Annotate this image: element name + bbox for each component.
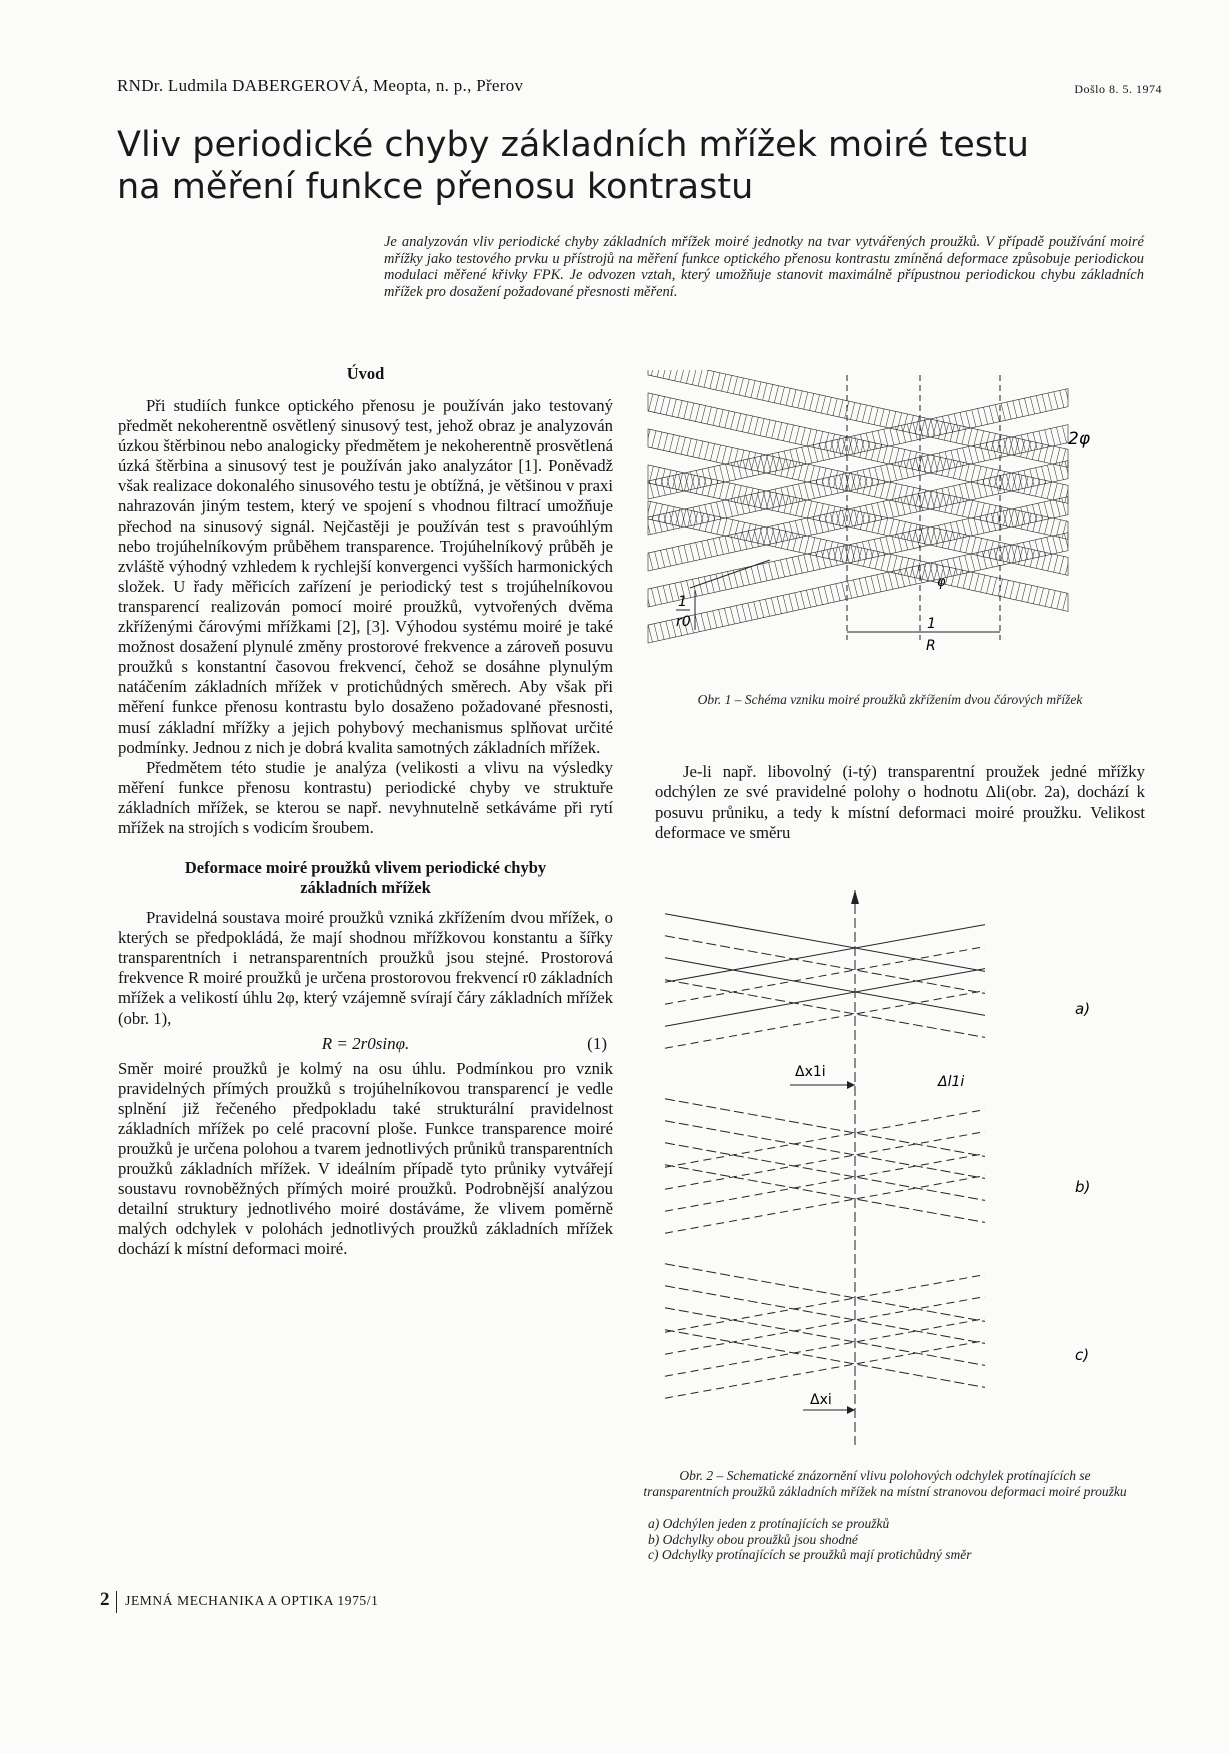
fig2-grating-line xyxy=(665,1154,985,1212)
fig1-label-1R-num: 1 xyxy=(927,616,936,632)
footer xyxy=(100,1589,378,1613)
fig2-grating-line xyxy=(665,936,985,994)
fig2-label-dl1: Δl1i xyxy=(938,1074,965,1090)
page-number: 2 xyxy=(100,1589,111,1610)
fig2-grating-line xyxy=(665,1341,985,1399)
figure-2-deformation-diagram xyxy=(655,890,1115,1450)
fig2-grating-line xyxy=(665,914,985,972)
fig2-grating-line xyxy=(665,1319,985,1377)
section-heading: Deformace moiré proužků vlivem periodické chyby základních mřížek xyxy=(184,858,547,898)
fig2-grating-line xyxy=(665,1264,985,1322)
footer-divider xyxy=(116,1591,117,1613)
author-line: RNDr. Ludmila DABERGEROVÁ, Meopta, n. p., Přerov xyxy=(117,76,524,95)
fig1-label-1-num: 1 xyxy=(678,594,687,610)
equation: R = 2r0sinφ. xyxy=(321,1033,410,1053)
intro-heading: Úvod xyxy=(346,364,385,383)
fig1-label-R: R xyxy=(926,638,936,654)
fig2-grating-line xyxy=(665,947,985,1005)
figure-1-caption: Obr. 1 – Schéma vzniku moiré proužků zkřížením dvou čárových mřížek xyxy=(697,692,1083,707)
figure-1-moire-diagram xyxy=(640,370,1140,670)
right-column-text xyxy=(655,762,1145,843)
intro-paragraph-2: Předmětem této studie je analýza (velikosti a vlivu na výsledky měření funkce přenosu kontrastu) periodické chyby ve struktuře základních mřížek, se kterou se např. nevyhnutelně setkáváme při rytí mřížek na strojích s vodicím šroubem. xyxy=(118,757,613,837)
figure-2-item-a: a) Odchýlen jeden z protínajících se proužků xyxy=(648,1516,890,1531)
fig2-grating-line xyxy=(665,1143,985,1201)
fig1-label-2phi: 2φ xyxy=(1068,429,1091,449)
right-paragraph: Je-li např. libovolný (i-tý) transparentní proužek jedné mřížky odchýlen ze své pravidelné polohy o hodnotu Δli(obr. 2a), dochází k posuvu průniku, a tedy k místní deformaci moiré proužku. Velikost deformace ve směru xyxy=(655,762,1145,842)
abstract: Je analyzován vliv periodické chyby základních mřížek moiré jednotky na tvar vytvářených proužků. V případě používání moiré mřížky jako testového prvku u přístrojů na měření funkce optického přenosu kontrastu zmíněná deformace způsobuje periodickou modulaci měřené křivky FPK. Je odvozen vztah, který umožňuje stanovit maximálně přípustnou periodickou chybu základních mřížek pro dosažení požadované přesnosti měření. xyxy=(384,234,1144,300)
equation-row xyxy=(118,1029,613,1059)
fig2-grating-line xyxy=(665,1275,985,1333)
title-line-1: Vliv periodické chyby základních mřížek moiré testu xyxy=(117,125,1029,165)
section-paragraph-2: Směr moiré proužků je kolmý na osu úhlu. Podmínkou pro vznik pravidelných přímých proužků s trojúhelníkovou transparencí je vedle splnění již řečeného předpokladu také strukturální pravidelnost základních mřížek po celé pracovní ploše. Funkce transparence moiré proužků je určena polohou a tvarem jednotlivých průniků transparentních proužků základních mřížek. V ideálním případě tyto průniky vytvářejí soustavu rovnoběžných přímých moiré proužků. Podrobnější analýzou detailní struktury jednotlivého moiré dostáváme, že vlivem poměrně malých odchylek v polohách jednotlivých proužků základních mřížek dochází k místní deformaci moiré. xyxy=(118,1058,613,1259)
received-date: Došlo 8. 5. 1974 xyxy=(1074,82,1162,96)
title-line-2: na měření funkce přenosu kontrastu xyxy=(117,167,754,207)
fig2-grating-line xyxy=(665,1286,985,1344)
fig2-grating-line xyxy=(665,1330,985,1388)
fig2-label-dxi: Δxi xyxy=(810,1392,832,1408)
article-title xyxy=(117,124,1077,208)
figure-2-item-b: b) Odchylky obou proužků jsou shodné xyxy=(648,1531,858,1547)
figure-2-caption-list xyxy=(648,1516,1138,1563)
fig2-label-dx1: Δx1i xyxy=(795,1064,826,1080)
journal-name: JEMNÁ MECHANIKA A OPTIKA 1975/1 xyxy=(125,1593,379,1608)
fig2-grating-line xyxy=(665,1121,985,1179)
fig2-grating-line xyxy=(665,1132,985,1190)
equation-number: (1) xyxy=(587,1033,607,1053)
figure-2-item-c: c) Odchylky protínajících se proužků mají protichůdný směr xyxy=(648,1547,972,1562)
fig2-label-b: b) xyxy=(1075,1178,1091,1196)
section-paragraph-1: Pravidelná soustava moiré proužků vzniká zkřížením dvou mřížek, o kterých se předpokládá, že mají shodnou mřížkovou konstantu a šířky transparentních i netransparentních proužků jsou stejné. Prostorová frekvence R moiré proužků je určena prostorovou frekvencí r0 základních mřížek a velikostí úhlu 2φ, který vzájemně svírají čáry základních mřížek (obr. 1), xyxy=(118,908,613,1028)
fig1-label-r0: r0 xyxy=(676,614,691,630)
figure-2-caption-title: Obr. 2 – Schematické znázornění vlivu polohových odchylek protínajících se transparentních proužků základních mřížek na místní stranovou deformaci moiré proužku xyxy=(643,1468,1127,1499)
fig2-label-a: a) xyxy=(1075,1000,1091,1018)
fig2-grating-line xyxy=(665,980,985,1038)
fig2-grating-line xyxy=(665,1099,985,1157)
fig2-grating-line xyxy=(665,1110,985,1168)
left-column xyxy=(118,364,613,1260)
intro-paragraph-1: Při studiích funkce optického přenosu je používán jako testovaný předmět nekoherentně osvětlený sinusový test, jehož obraz je analyzován úzkou štěrbinou nebo analogicky předmětem je nekoherentně prosvětlená úzká štěrbina a sinusový test je používán jako analyzátor [1]. Poněvadž však realizace dokonalého sinusového testu je obtížná, je většinou v praxi nahrazován jiným testem, který ve spojení s vhodnou filtrací umožňuje přechod na sinusový signál. Nejčastěji je používán test s pravoúhlým nebo trojúhelníkovým průběhem transparence. Trojúhelníkový průběh je zvláště výhodný vzhledem k rychlejší konvergenci vyšších harmonických složek. U řady měřicích zařízení je periodický test s trojúhelníkovou transparencí realizován pomocí moiré proužků, vytvořených dvěma zkříženými čárovými mřížkami [2], [3]. Výhodou systému moiré je také možnost dosažení plynulé změny prostorové frekvence a zároveň posuvu proužků s konstantní časovou frekvencí, čehož se dosáhne plynulým natáčením základních mřížek v protichůdných směrech. Aby však při měření funkce přenosu kontrastu bylo dosaženo požadované přesnosti, musí základní mřížky a jejich pohybový mechanismus splňovat určité podmínky. Jednou z nich je dobrá kvalita samotných základních mřížek. xyxy=(118,396,613,757)
fig2-grating-line xyxy=(665,991,985,1049)
fig2-grating-line xyxy=(665,1297,985,1355)
fig2-grating-line xyxy=(665,958,985,1016)
fig2-grating-line xyxy=(665,1308,985,1366)
fig1-label-phi: φ xyxy=(937,575,946,590)
fig2-grating-line xyxy=(665,925,985,983)
fig2-grating-line xyxy=(665,1165,985,1223)
fig2-grating-line xyxy=(665,969,985,1027)
fig2-grating-line xyxy=(665,1176,985,1234)
fig2-label-c: c) xyxy=(1075,1346,1090,1364)
